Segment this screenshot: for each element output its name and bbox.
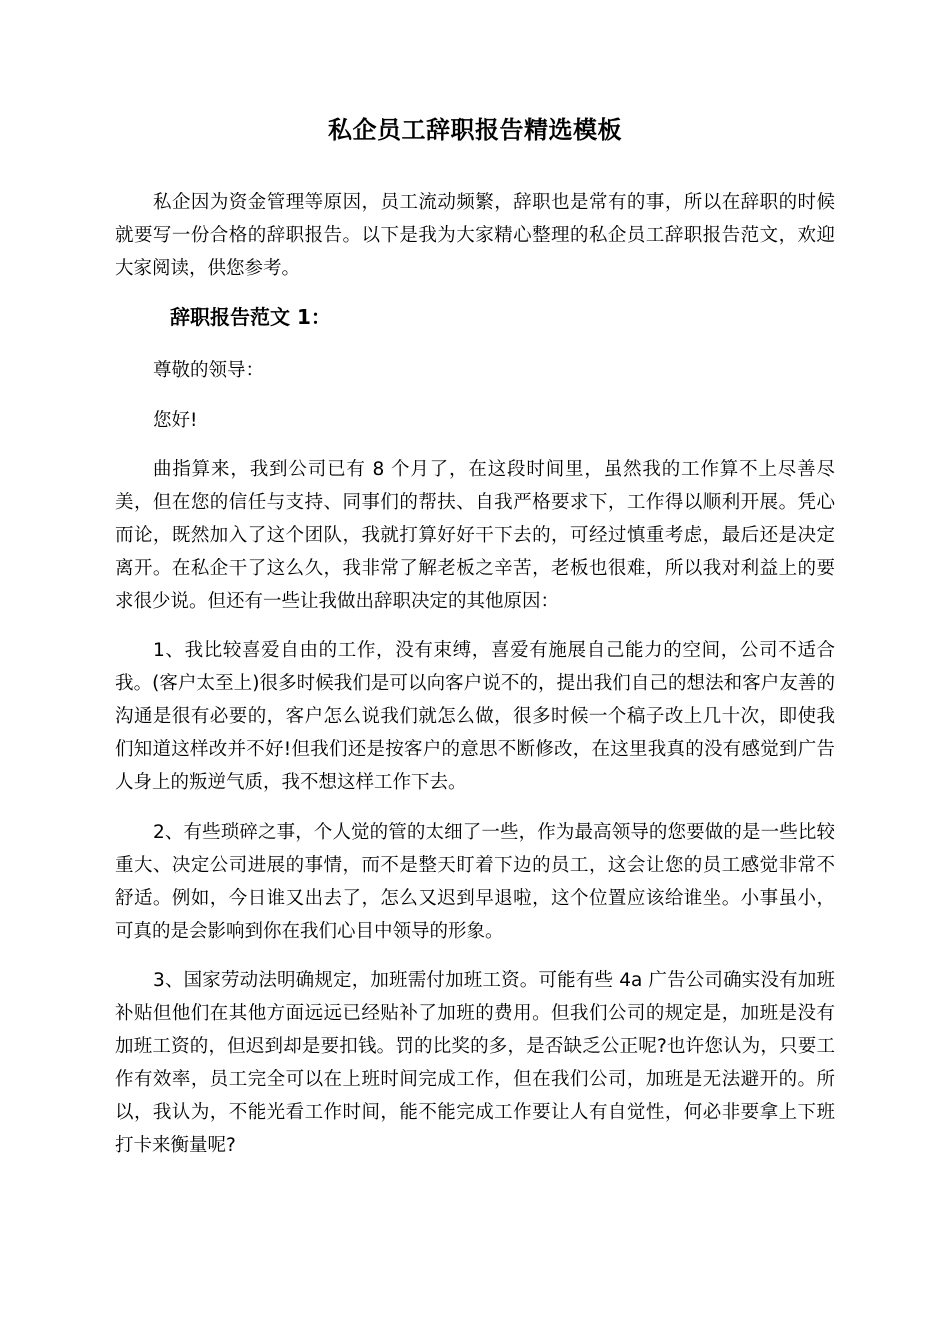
section-heading: 辞职报告范文 1： [170, 305, 331, 329]
paragraph-text: 1、我比较喜爱自由的工作，没有束缚，喜爱有施展自己能力的空间，公司不适合我。(客户太至上)很多时候我们是可以向客户说不的，提出我们自己的想法和客户友善的沟通是很有必要的，客户怎么说我们就怎么做，很多时候一个稿子改上几十次，即使我们知道这样改并不好!但我们还是按客户的意思不断修改，在这里我真的没有感觉到广告人身上的叛逆气质，我不想这样工作下去。 [115, 640, 835, 793]
intro-text: 私企因为资金管理等原因，员工流动频繁，辞职也是常有的事，所以在辞职的时候就要写一份合格的辞职报告。以下是我为大家精心整理的私企员工辞职报告范文，欢迎大家阅读，供您参考。 [115, 192, 835, 279]
greeting: 您好! [153, 410, 198, 431]
paragraph-text: 3、国家劳动法明确规定，加班需付加班工资。可能有些 4a 广告公司确实没有加班补贴但他们在其他方面远远已经贴补了加班的费用。但我们公司的规定是，加班是没有加班工资的，但迟到却是要扣钱。罚的比奖的多，是否缺乏公正呢?也许您认为，只要工作有效率，员工完全可以在上班时间完成工作，但在我们公司，加班是无法避开的。所以，我认为，不能光看工作时间，能不能完成工作要让人有自觉性，何必非要拿上下班打卡来衡量呢? [115, 970, 835, 1156]
body-paragraph-1 [115, 453, 835, 618]
intro-paragraph [115, 186, 835, 285]
salutation: 尊敬的领导： [153, 360, 265, 381]
body-paragraph-2 [115, 634, 835, 799]
paragraph-text: 曲指算来，我到公司已有 8 个月了，在这段时间里，虽然我的工作算不上尽善尽美，但在您的信任与支持、同事们的帮扶、自我严格要求下，工作得以顺利开展。凭心而论，既然加入了这个团队，我就打算好好干下去的，可经过慎重考虑，最后还是决定离开。在私企干了这么久，我非常了解老板之辛苦，老板也很难，所以我对利益上的要求很少说。但还有一些让我做出辞职决定的其他原因： [115, 459, 835, 612]
document-title: 私企员工辞职报告精选模板 [328, 116, 622, 144]
body-paragraph-3 [115, 816, 835, 948]
body-paragraph-4 [115, 964, 835, 1162]
paragraph-text: 2、有些琐碎之事，个人觉的管的太细了一些，作为最高领导的您要做的是一些比较重大、决定公司进展的事情，而不是整天盯着下边的员工，这会让您的员工感觉非常不舒适。例如，今日谁又出去了，怎么又迟到早退啦，这个位置应该给谁坐。小事虽小，可真的是会影响到你在我们心目中领导的形象。 [115, 822, 835, 942]
